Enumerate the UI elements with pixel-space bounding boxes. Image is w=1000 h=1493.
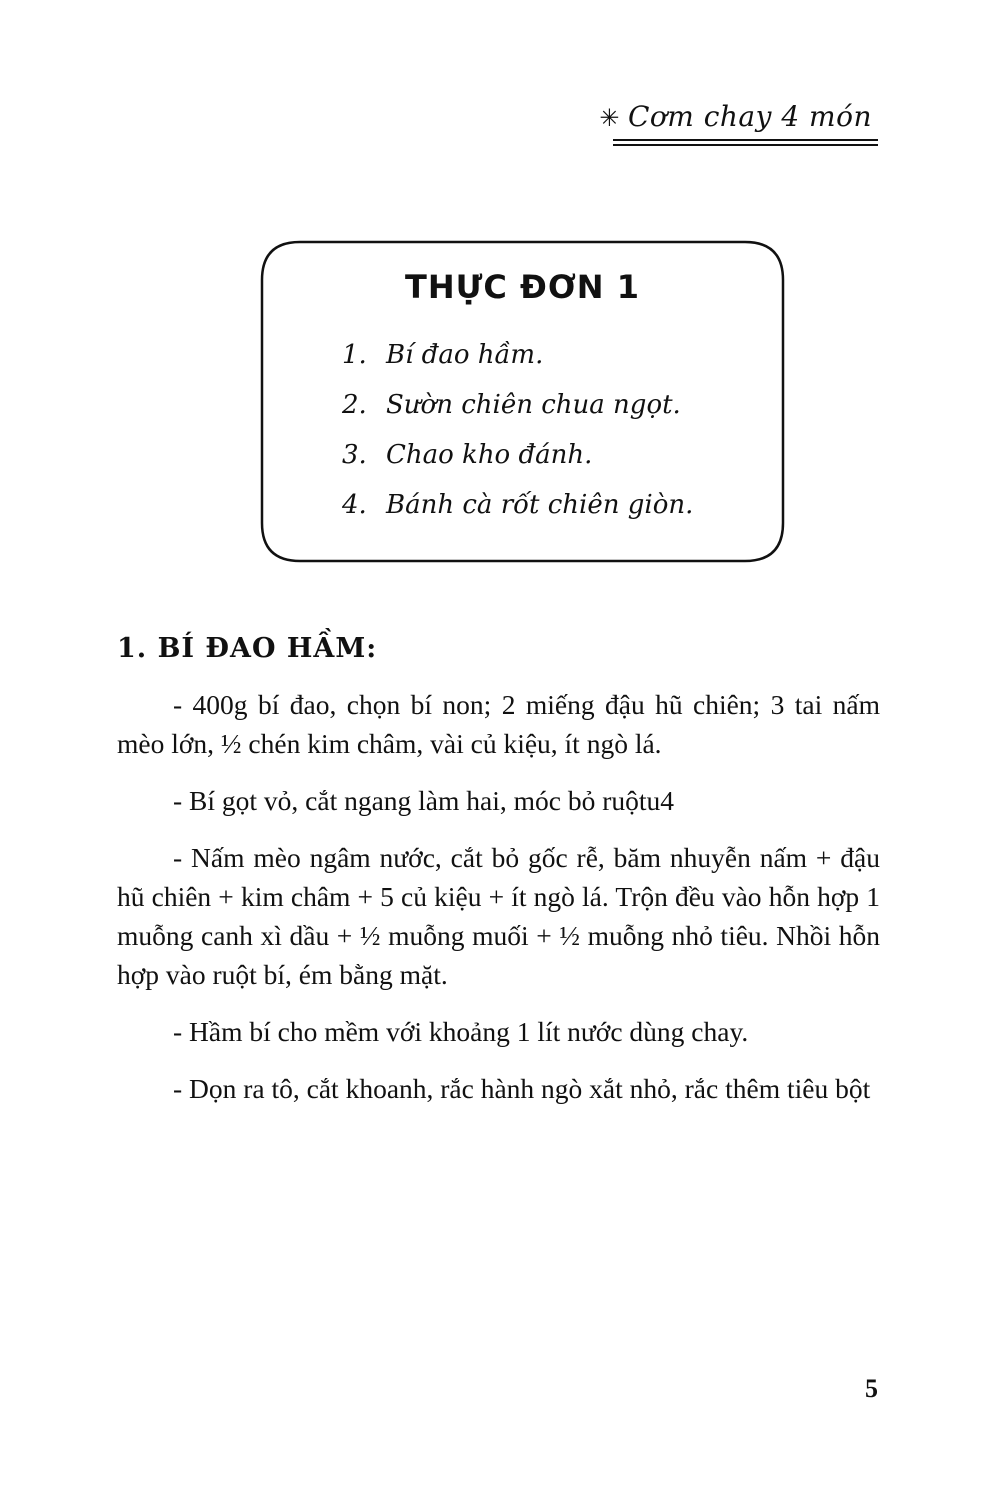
menu-item [342,430,693,480]
menu-item-label: Bí đao hầm. [386,340,544,370]
menu-item-number: 3. [342,440,367,470]
running-title: Cơm chay 4 món [627,100,872,133]
recipe-paragraph: - Bí gọt vỏ, cắt ngang làm hai, móc bỏ ruộtu4 [173,785,675,816]
recipe-body [117,685,880,1126]
menu-title: THỰC ĐƠN 1 [405,268,640,306]
section-heading: 1. BÍ ĐAO HẦM: [117,633,378,664]
menu-item-label: Chao kho đánh. [386,440,593,470]
menu-item-label: Sườn chiên chua ngọt. [386,390,681,420]
menu-item [342,380,693,430]
recipe-paragraph: - Nấm mèo ngâm nước, cắt bỏ gốc rễ, băm nhuyễn nấm + đậu hũ chiên + kim châm + 5 củ kiệu + ít ngò lá. Trộn đều vào hỗn hợp 1 muỗng canh xì dầu + ½ muỗng muối + ½ muỗng nhỏ tiêu. Nhồi hỗn hợp vào ruột bí, ém bằng mặt. [117,842,880,990]
star-icon: ✳ [599,104,620,132]
menu-item-label: Bánh cà rốt chiên giòn. [386,490,694,520]
menu-item [342,480,693,530]
menu-item-number: 1. [342,340,367,370]
menu-item-number: 4. [342,490,367,520]
recipe-paragraph: - Dọn ra tô, cắt khoanh, rắc hành ngò xắt nhỏ, rắc thêm tiêu bột [173,1073,871,1104]
menu-item [342,330,693,380]
menu-box [260,240,785,563]
header-rule [613,139,878,146]
running-header [599,100,872,133]
page-number: 5 [865,1374,878,1403]
recipe-paragraph: - 400g bí đao, chọn bí non; 2 miếng đậu hũ chiên; 3 tai nấm mèo lớn, ½ chén kim châm, vài củ kiệu, ít ngò lá. [117,689,880,759]
recipe-paragraph: - Hầm bí cho mềm với khoảng 1 lít nước dùng chay. [173,1016,749,1047]
menu-item-number: 2. [342,390,367,420]
menu-list [342,330,693,530]
